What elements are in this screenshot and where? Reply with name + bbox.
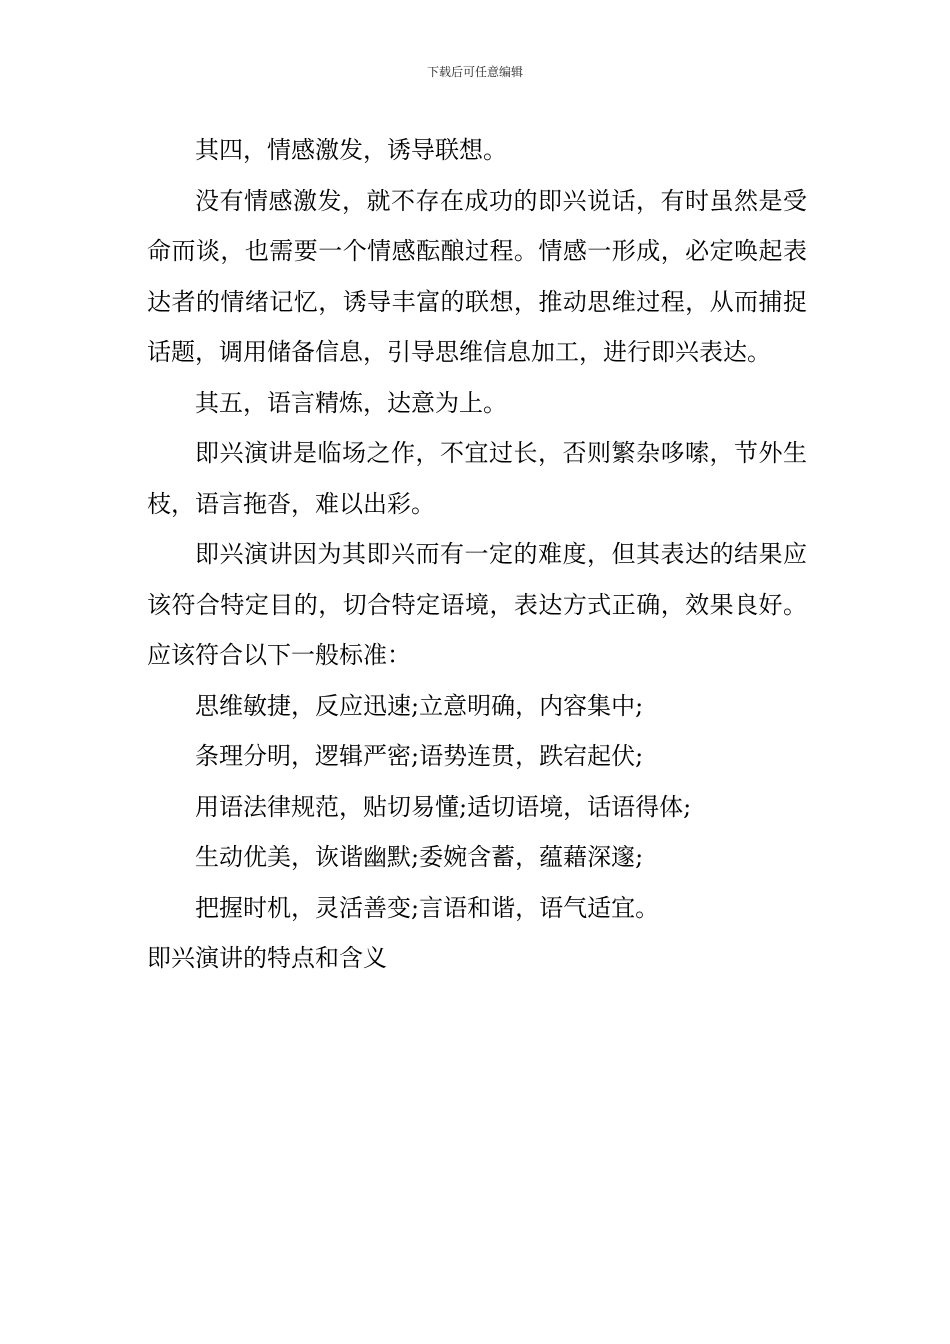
page-header-note: 下载后可任意编辑 — [426, 65, 523, 79]
standard-item-4: 生动优美，诙谐幽默;委婉含蓄，蕴藉深邃; — [195, 843, 644, 871]
standard-item-3: 用语法律规范，贴切易懂;适切语境，话语得体; — [195, 792, 692, 821]
paragraph-standards-intro: 即兴演讲因为其即兴而有一定的难度，但其表达的结果应该符合特定目的，切合特定语境，表达方式正确，效果良好。应该符合以下一般标准： — [147, 540, 807, 669]
paragraph-emotion: 没有情感激发，就不存在成功的即兴说话，有时虽然是受命而谈，也需要一个情感酝酿过程。情感一形成，必定唤起表达者的情绪记忆，诱导丰富的联想，推动思维过程，从而捕捉话题，调用储备信息，引导思维信息加工，进行即兴表达。 — [147, 186, 807, 366]
section-title: 即兴演讲的特点和含义 — [147, 944, 387, 972]
paragraph-heading-4: 其四，情感激发，诱导联想。 — [195, 136, 507, 164]
standard-item-1: 思维敏捷，反应迅速;立意明确，内容集中; — [195, 691, 644, 720]
paragraph-heading-5: 其五，语言精炼，达意为上。 — [195, 388, 507, 417]
standard-item-5: 把握时机，灵活善变;言语和谐，语气适宜。 — [195, 893, 660, 922]
paragraph-conciseness: 即兴演讲是临场之作，不宜过长，否则繁杂哆嗦，节外生枝，语言拖沓，难以出彩。 — [147, 439, 807, 518]
document-body — [147, 125, 807, 984]
standard-item-2: 条理分明，逻辑严密;语势连贯，跌宕起伏; — [195, 742, 644, 770]
